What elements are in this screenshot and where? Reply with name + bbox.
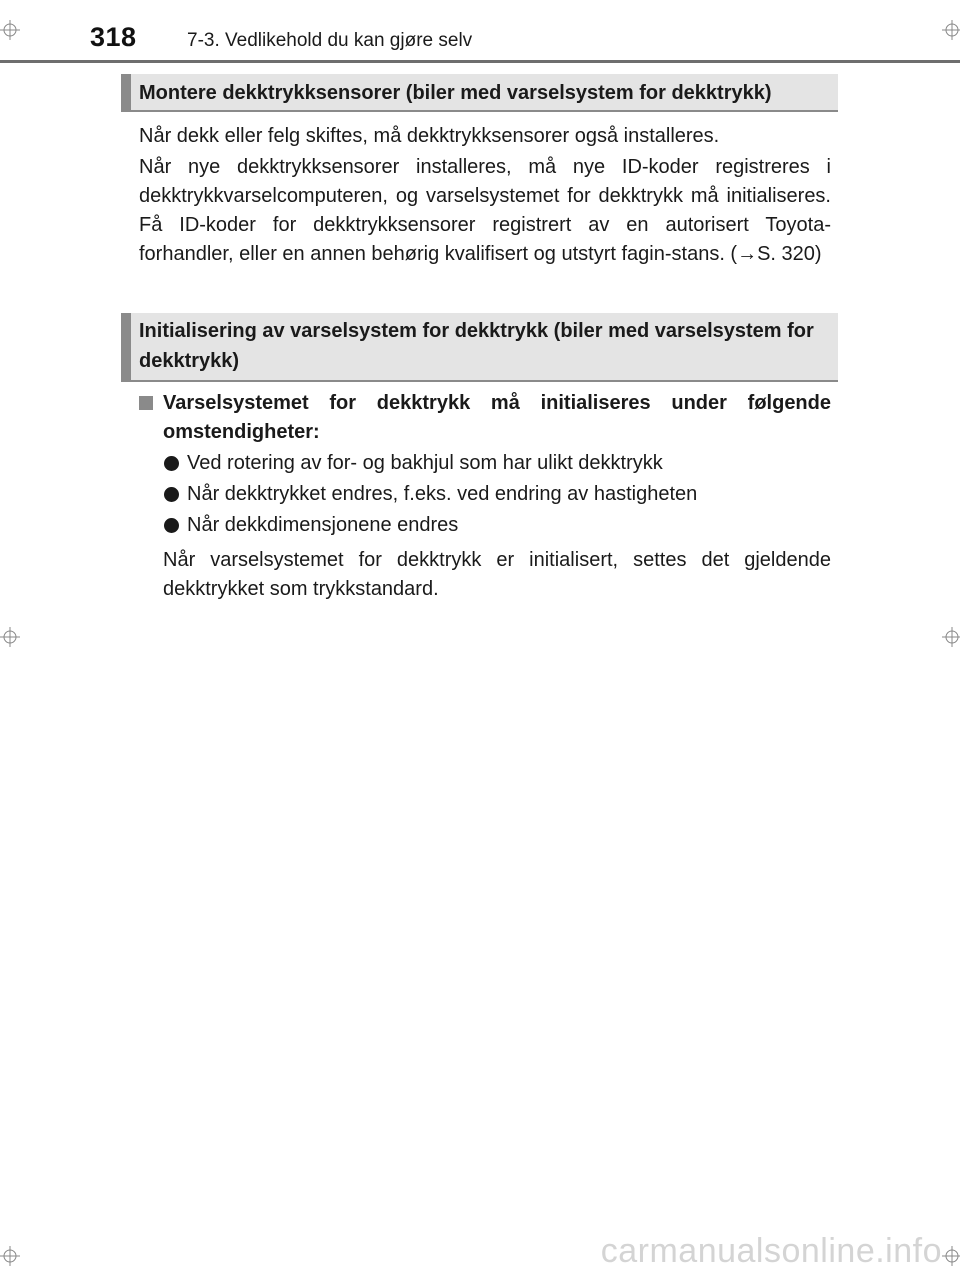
bullet-dot-icon: [164, 518, 179, 533]
list-item: [163, 480, 833, 509]
crop-mark-mid-right: [942, 627, 960, 647]
list-item-text: Ved rotering av for- og bakhjul som har ulikt dekktrykk: [187, 452, 663, 474]
list-item: [163, 511, 833, 540]
crop-mark-bottom-right: [942, 1246, 960, 1266]
header-rule: [0, 60, 960, 63]
paragraph-sensor-replacement: Når dekk eller felg skiftes, må dekktrykksensorer også installeres.: [139, 125, 720, 147]
section-heading-initialization: Initialisering av varselsystem for dekktrykk (biler med varselsystem for dekktrykk): [121, 313, 838, 382]
crop-mark-top-right: [942, 20, 960, 40]
list-item-text: Når dekktrykket endres, f.eks. ved endring av hastigheten: [187, 483, 698, 505]
running-header: 7-3. Vedlikehold du kan gjøre selv: [187, 30, 473, 51]
list-item-text: Når dekkdimensjonene endres: [187, 514, 459, 536]
square-bullet-icon: [139, 396, 153, 410]
crop-mark-mid-left: [0, 627, 20, 647]
paragraph-id-code-registration: Når nye dekktrykksensorer installeres, må nye ID-koder registreres i dekktrykkvarselcomputeren, og varselsystemet for dekktrykk må initialiseres. Få ID-koder for dekktrykksensorer registrert av en autorisert Toyota-forhandler, eller en annen behørig kvalifisert og utstyrt fagin-stans. (→S. 320): [139, 156, 831, 265]
bullet-dot-icon: [164, 487, 179, 502]
page-number: 318: [90, 22, 137, 52]
crop-mark-top-left: [0, 20, 20, 40]
crop-mark-bottom-left: [0, 1246, 20, 1266]
bullet-dot-icon: [164, 456, 179, 471]
list-item: [163, 449, 833, 478]
watermark: carmanualsonline.info: [600, 1232, 942, 1270]
subheading-text: Varselsystemet for dekktrykk må initialiseres under følgende omstendigheter:: [163, 392, 831, 443]
section-heading-install-sensors: Montere dekktrykksensorer (biler med varselsystem for dekktrykk): [121, 74, 838, 112]
paragraph-initialized-standard: Når varselsystemet for dekktrykk er initialisert, settes det gjeldende dekktrykket som trykkstandard.: [163, 549, 831, 600]
subheading-initialization-conditions: [139, 389, 831, 447]
